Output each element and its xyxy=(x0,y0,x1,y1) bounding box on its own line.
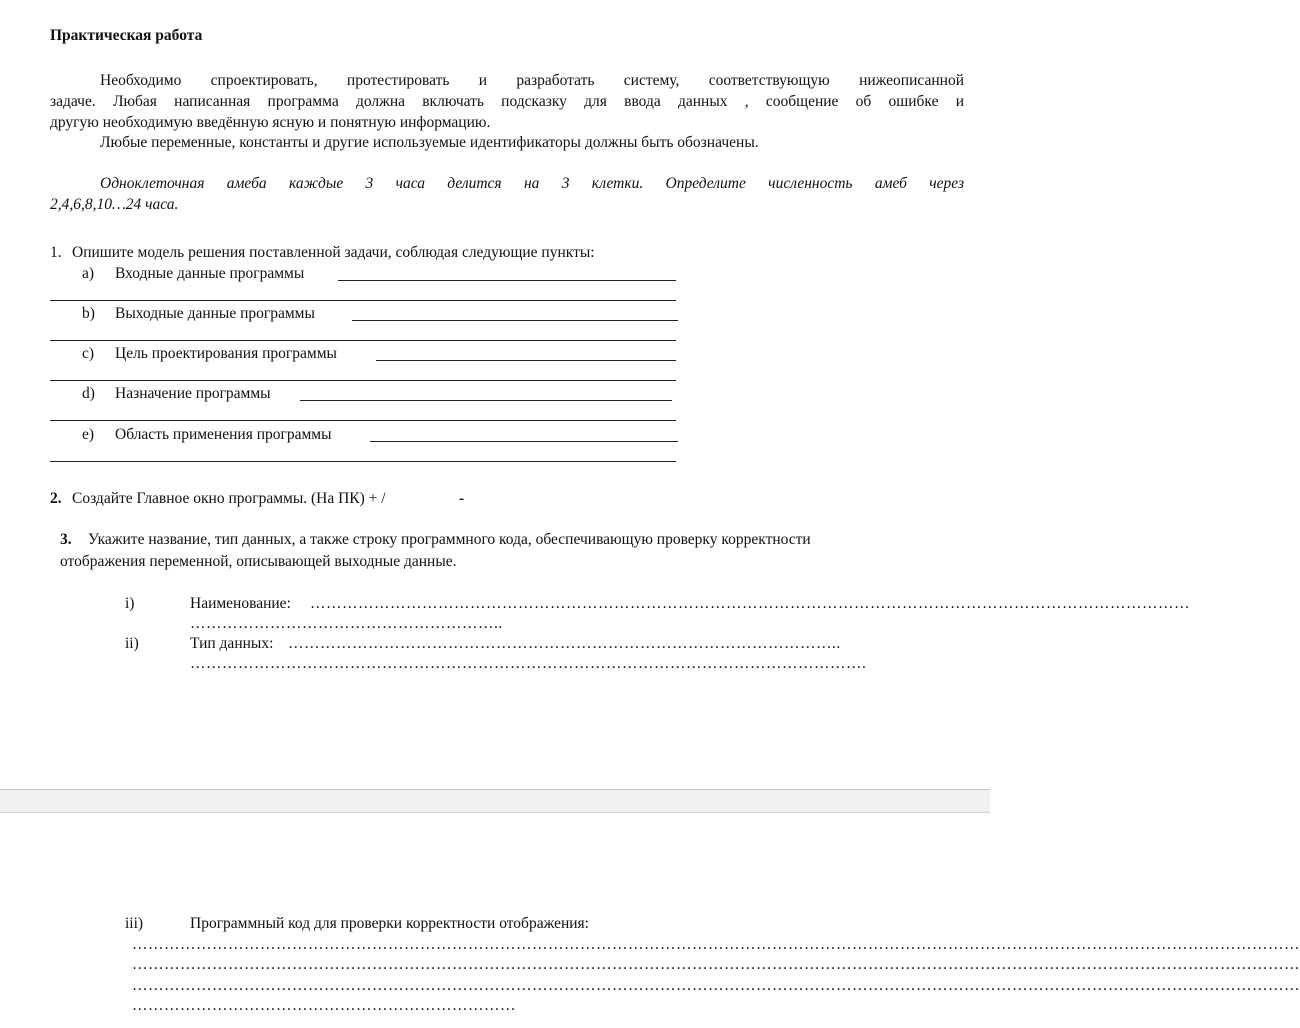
task-line-1: Одноклеточная амеба каждые 3 часа делится на 3 клетки. Определите численность амеб через xyxy=(100,175,964,192)
q1-item-a-marker: a) xyxy=(82,265,95,282)
answer-dots-ii1[interactable]: ………………………………………………………………………………………….. xyxy=(288,635,841,652)
intro-line-2: задаче. Любая написанная программа должна включать подсказку для ввода данных , сообщение об ошибке и xyxy=(50,93,964,110)
page-break xyxy=(0,789,990,813)
answer-line-d1[interactable] xyxy=(300,400,672,401)
q1-item-c-marker: c) xyxy=(82,345,95,362)
intro-line-3: другую необходимую введённую ясную и понятную информацию. xyxy=(50,114,491,131)
answer-dots-iii1[interactable]: ………………………………………………………………………………………………………………………………………………………………………………………………… xyxy=(132,936,1300,953)
answer-line-d2[interactable] xyxy=(50,420,676,421)
q3-item-ii-marker: ii) xyxy=(125,635,139,652)
q1-text: Опишите модель решения поставленной задачи, соблюдая следующие пункты: xyxy=(72,244,595,261)
q2-dash: - xyxy=(459,490,465,507)
q1-item-c-label: Цель проектирования программы xyxy=(115,345,337,362)
q3-item-iii-marker: iii) xyxy=(125,915,144,932)
q1-item-d-label: Назначение программы xyxy=(115,385,271,402)
answer-dots-i2[interactable]: ………………………………………………….. xyxy=(190,615,503,632)
q3-item-i-marker: i) xyxy=(125,595,135,612)
page-title: Практическая работа xyxy=(50,27,203,44)
q2-number: 2. xyxy=(50,490,62,507)
q1-item-e-label: Область применения программы xyxy=(115,426,332,443)
intro-line-1: Необходимо спроектировать, протестировать и разработать систему, соответствующую нижеописанной xyxy=(100,72,964,89)
answer-line-b2[interactable] xyxy=(50,340,676,341)
q1-item-a-label: Входные данные программы xyxy=(115,265,305,282)
answer-dots-iii3[interactable]: ………………………………………………………………………………………………………………………………………………………………………………………………… xyxy=(132,977,1300,994)
answer-line-e2[interactable] xyxy=(50,461,676,462)
q3-item-iii-label: Программный код для проверки корректности отображения: xyxy=(190,915,589,932)
q1-item-b-marker: b) xyxy=(82,305,95,322)
answer-dots-ii2[interactable]: ………………………………………………………………………………………………………………. xyxy=(190,655,867,672)
answer-line-b1[interactable] xyxy=(352,320,678,321)
answer-line-a2[interactable] xyxy=(50,300,676,301)
q3-line-1: Укажите название, тип данных, а также строку программного кода, обеспечивающую проверку корректности xyxy=(88,531,811,548)
answer-dots-iii4[interactable]: ……………………………………………………………… xyxy=(132,997,516,1014)
answer-line-c2[interactable] xyxy=(50,380,676,381)
q3-item-ii-label: Тип данных: xyxy=(190,635,274,652)
intro-line-4: Любые переменные, константы и другие используемые идентификаторы должны быть обозначены. xyxy=(100,134,759,151)
q3-line-2: отображения переменной, описывающей выходные данные. xyxy=(60,553,457,570)
q1-item-b-label: Выходные данные программы xyxy=(115,305,315,322)
q3-item-i-label: Наименование: xyxy=(190,595,291,612)
answer-line-a1[interactable] xyxy=(338,280,676,281)
q1-item-e-marker: e) xyxy=(82,426,95,443)
q2-text: Создайте Главное окно программы. (На ПК) + / xyxy=(72,490,386,507)
task-line-2: 2,4,6,8,10…24 часа. xyxy=(50,196,179,213)
answer-line-c1[interactable] xyxy=(376,360,676,361)
q1-item-d-marker: d) xyxy=(82,385,95,402)
answer-dots-iii2[interactable]: ………………………………………………………………………………………………………………………………………………………………………………………………… xyxy=(132,956,1300,973)
answer-dots-i1[interactable]: ………………………………………………………………………………………………………………………………………………… xyxy=(310,595,1190,612)
answer-line-e1[interactable] xyxy=(370,441,678,442)
q1-number: 1. xyxy=(50,244,62,261)
q3-number: 3. xyxy=(60,531,72,548)
